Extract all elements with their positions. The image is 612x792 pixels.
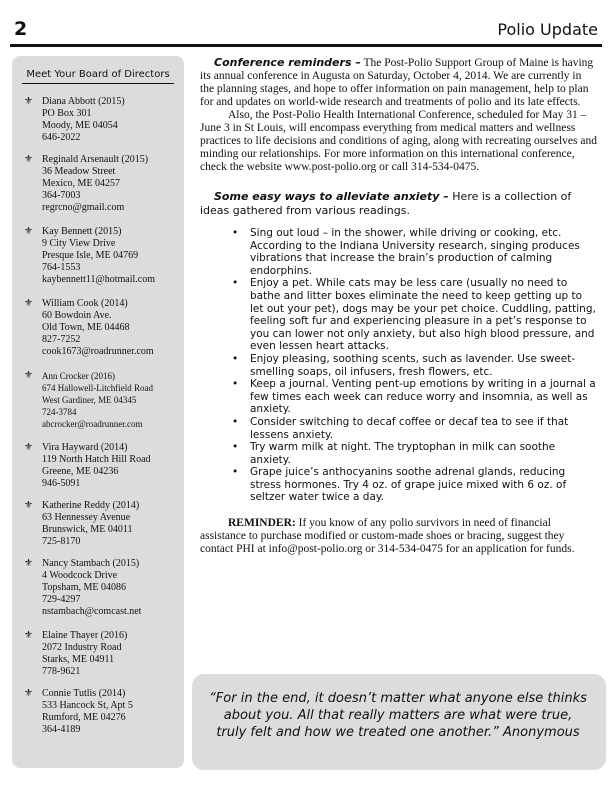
member-detail: 9 City View Drive [42, 238, 116, 249]
board-member [24, 96, 184, 144]
fleur-de-lis-icon: ⚜ [24, 500, 33, 511]
sidebar-heading: Meet Your Board of Directors [22, 69, 174, 84]
member-detail: 646-2022 [42, 132, 81, 143]
page-number: 2 [14, 18, 28, 40]
fleur-de-lis-icon: ⚜ [24, 154, 33, 165]
member-name: Diana Abbott (2015) [42, 96, 125, 107]
member-detail: 119 North Hatch Hill Road [42, 454, 151, 465]
member-detail: Old Town, ME 04468 [42, 322, 130, 333]
anxiety-intro-text: Here is a collection of ideas gathered from various readings. [200, 190, 572, 217]
member-detail: cook1673@roadrunner.com [42, 346, 154, 357]
member-name: Vira Hayward (2014) [42, 442, 128, 453]
anxiety-tip: • Keep a journal. Venting pent-up emotions by writing in a journal a few times each week can reduce worry and insomnia, as well as anxiety. [250, 378, 598, 416]
member-detail: 36 Meadow Street [42, 166, 116, 177]
member-detail: 674 Hallowell-Litchfield Road [42, 383, 153, 393]
fleur-de-lis-icon: ⚜ [24, 442, 33, 453]
reminder-paragraph [200, 517, 598, 556]
member-name: Kay Bennett (2015) [42, 226, 122, 237]
board-member [24, 442, 184, 490]
member-detail: 778-9621 [42, 666, 81, 677]
anxiety-tip: • Enjoy pleasing, soothing scents, such as lavender. Use sweet-smelling soaps, oil infusers, fresh flowers, etc. [250, 353, 598, 378]
fleur-de-lis-icon: ⚜ [24, 630, 33, 641]
member-detail: regrcno@gmail.com [42, 202, 125, 213]
board-member [24, 298, 184, 358]
member-name: Nancy Stambach (2015) [42, 558, 140, 569]
fleur-de-lis-icon: ⚜ [24, 688, 33, 699]
anxiety-tip: • Grape juice’s anthocyanins soothe adrenal glands, reducing stress hormones. Try 4 oz. of grape juice mixed with 6 oz. of seltzer water twice a day. [250, 466, 598, 504]
member-detail: West Gardiner, ME 04345 [42, 395, 137, 405]
member-detail: Starks, ME 04911 [42, 654, 115, 665]
conference-heading: Conference reminders – [214, 56, 361, 69]
member-detail: 364-4189 [42, 724, 81, 735]
member-detail: PO Box 301 [42, 108, 92, 119]
member-detail: 827-7252 [42, 334, 81, 345]
board-member [24, 558, 184, 618]
member-detail: 533 Hancock St, Apt 5 [42, 700, 133, 711]
member-detail: abcrocker@roadrunner.com [42, 419, 143, 429]
member-detail: kaybennett11@hotmail.com [42, 274, 155, 285]
anxiety-tips-list [200, 227, 598, 504]
board-member [24, 154, 184, 214]
member-name: Ann Crocker (2016) [42, 371, 115, 381]
quote-text: “For in the end, it doesn’t matter what anyone else thinks about you. All that really matters are what were true, truly felt and how we treated one another.” Anonymous [209, 691, 587, 740]
member-detail: 729-4297 [42, 594, 81, 605]
fleur-de-lis-icon: ⚜ [24, 298, 33, 309]
member-detail: Mexico, ME 04257 [42, 178, 121, 189]
fleur-de-lis-icon: ⚜ [24, 96, 33, 107]
fleur-de-lis-icon: ⚜ [24, 226, 33, 237]
anxiety-intro [200, 190, 598, 217]
member-detail: nstambach@comcast.net [42, 606, 142, 617]
member-detail: 2072 Industry Road [42, 642, 122, 653]
anxiety-heading: Some easy ways to alleviate anxiety – [214, 190, 449, 203]
member-detail: 946-5091 [42, 478, 81, 489]
member-detail: Topsham, ME 04086 [42, 582, 127, 593]
reminder-label: REMINDER: [228, 517, 296, 530]
anxiety-tip: • Enjoy a pet. While cats may be less care (usually no need to bathe and litter boxes eliminate the need to keep getting up to let out your pet), dogs may be your pet choice. Cuddling, patting, feeling soft fur and experiencing pleasure in a pet’s response to you can lower not only anxiety, but also high blood pressure, and even lessen heart attacks. [250, 277, 598, 353]
member-detail: 63 Hennessey Avenue [42, 512, 131, 523]
page-header [10, 18, 602, 47]
member-detail: 4 Woodcock Drive [42, 570, 118, 581]
member-name: Katherine Reddy (2014) [42, 500, 140, 511]
member-detail: Greene, ME 04236 [42, 466, 119, 477]
reminder-text: If you know of any polio survivors in need of financial assistance to purchase modified or custom-made shoes or bracing, suggest they contact PHI at info@post-polio.org or 314-534-0475 for an application for funds. [200, 517, 575, 556]
member-detail: 60 Bowdoin Ave. [42, 310, 112, 321]
member-detail: Moody, ME 04054 [42, 120, 118, 131]
member-detail: 725-8170 [42, 536, 81, 547]
main-content [200, 56, 598, 556]
member-name: Connie Tutlis (2014) [42, 688, 126, 699]
member-detail: 724-3784 [42, 407, 77, 417]
board-of-directors-sidebar [12, 56, 184, 768]
board-member [24, 688, 184, 736]
member-detail: Rumford, ME 04276 [42, 712, 126, 723]
conference-paragraph-1 [200, 56, 598, 109]
member-detail: Presque Isle, ME 04769 [42, 250, 139, 261]
member-detail: Brunswick, ME 04011 [42, 524, 133, 535]
board-member [24, 226, 184, 286]
member-detail: 364-7003 [42, 190, 81, 201]
board-member [24, 500, 184, 548]
board-member [24, 370, 184, 430]
board-member [24, 630, 184, 678]
fleur-de-lis-icon: ⚜ [24, 370, 33, 381]
anxiety-tip: • Sing out loud – in the shower, while driving or cooking, etc. According to the Indiana University research, singing produces vibrations that increase the brain’s production of calming endorphins. [250, 227, 598, 277]
member-name: Elaine Thayer (2016) [42, 630, 128, 641]
fleur-de-lis-icon: ⚜ [24, 558, 33, 569]
member-name: William Cook (2014) [42, 298, 128, 309]
member-detail: 764-1553 [42, 262, 81, 273]
conference-text: The Post-Polio Support Group of Maine is having its annual conference in Augusta on Saturday, October 4, 2014. We are currently in the planning stages, and hope to offer information on pain management, help to plan for and updates on world-wide research and treatments of polio and its late effects. [200, 57, 594, 108]
conference-paragraph-2: Also, the Post-Polio Health International Conference, scheduled for May 31 – June 3 in St Louis, will encompass everything from medical matters and wellness practices to life decisions and conditions of aging, along with recreating ourselves and minding our relationships. For more information on this international conference, check the website www.post-polio.org or call 314-534-0475. [200, 109, 597, 173]
anxiety-tip: • Try warm milk at night. The tryptophan in milk can soothe anxiety. [250, 441, 598, 466]
member-name: Reginald Arsenault (2015) [42, 154, 149, 165]
anxiety-tip: • Consider switching to decaf coffee or decaf tea to see if that lessens anxiety. [250, 416, 598, 441]
publication-title: Polio Update [497, 20, 598, 39]
quote-box [192, 674, 606, 770]
